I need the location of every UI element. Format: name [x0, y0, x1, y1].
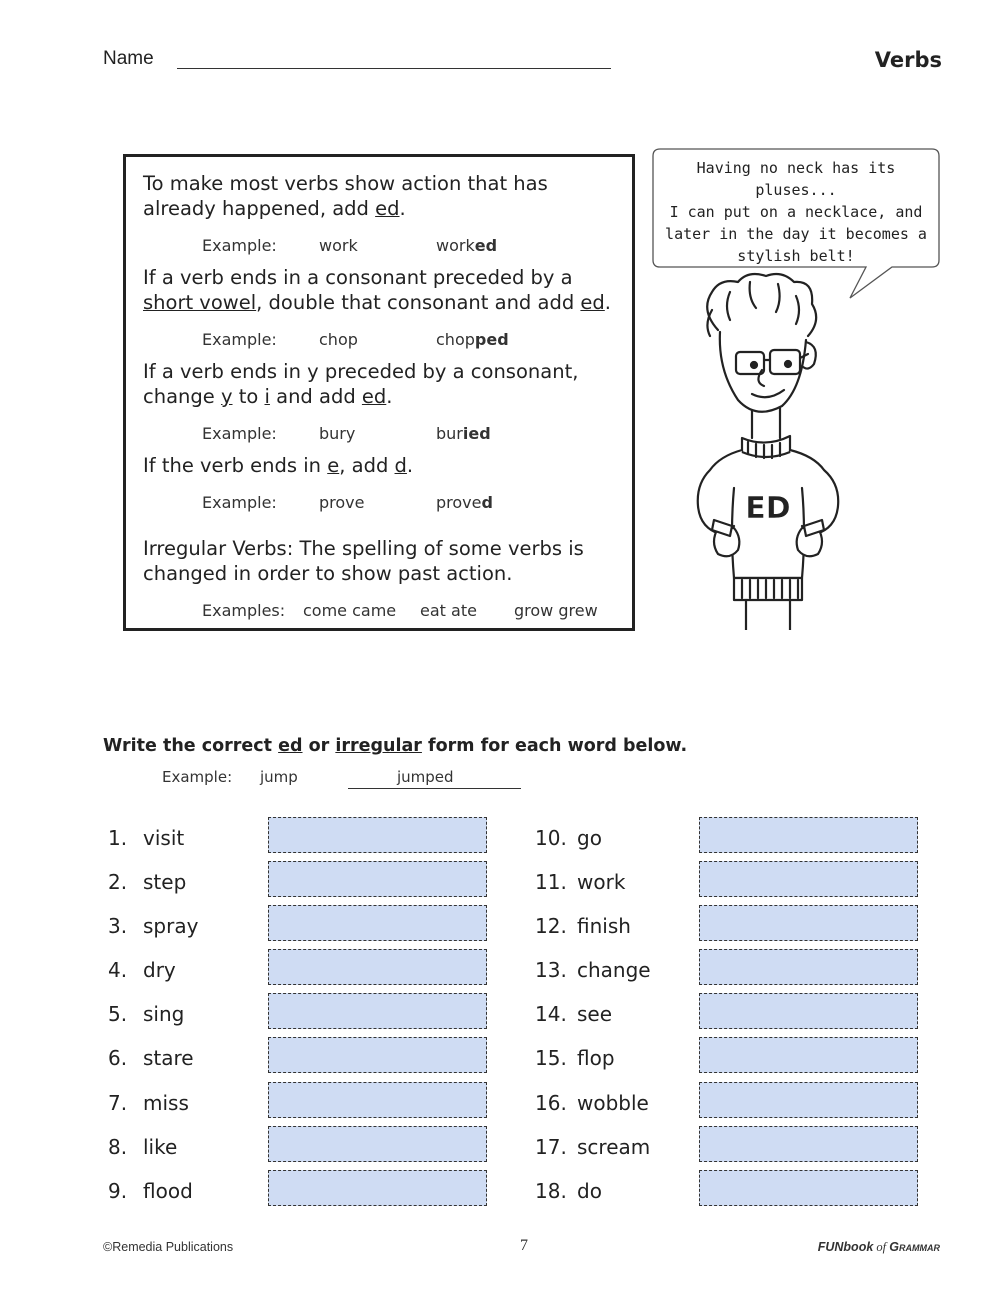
- rule-3: [143, 359, 578, 409]
- item-word: like: [143, 1135, 178, 1159]
- answer-field[interactable]: [699, 949, 918, 985]
- item-word: sing: [143, 1002, 185, 1026]
- rule-2-line-2: short vowel, double that consonant and add ed.: [143, 291, 611, 314]
- example-past: worked: [436, 236, 498, 255]
- rule-2-line-1: If a verb ends in a consonant preceded by a: [143, 266, 573, 289]
- shirt-logo-text: ED: [745, 491, 791, 526]
- rule-3-line-1: If a verb ends in y preceded by a consonant,: [143, 360, 579, 383]
- answer-field[interactable]: [268, 1126, 487, 1162]
- item-number: 9.: [108, 1179, 128, 1203]
- answer-field[interactable]: [268, 1037, 487, 1073]
- irregular-pair: come came: [303, 601, 397, 620]
- irregular-pair: eat ate: [420, 601, 477, 620]
- item-number: 11.: [535, 870, 567, 894]
- example-base: work: [319, 236, 358, 255]
- item-number: 8.: [108, 1135, 128, 1159]
- exercise-example-word: jump: [260, 768, 298, 786]
- answer-field[interactable]: [699, 993, 918, 1029]
- item-word: see: [577, 1002, 613, 1026]
- item-word: wobble: [577, 1091, 649, 1115]
- item-number: 4.: [108, 958, 128, 982]
- example-base: chop: [319, 330, 358, 349]
- answer-field[interactable]: [699, 1126, 918, 1162]
- answer-field[interactable]: [268, 817, 487, 853]
- item-word: change: [577, 958, 651, 982]
- item-word: dry: [143, 958, 176, 982]
- example-base: prove: [319, 493, 365, 512]
- answer-field[interactable]: [699, 861, 918, 897]
- rule-1-line-2: already happened, add ed.: [143, 197, 406, 220]
- answer-field[interactable]: [699, 905, 918, 941]
- item-word: spray: [143, 914, 199, 938]
- rule-5: [143, 536, 584, 586]
- example-label: Example:: [202, 493, 277, 512]
- example-label: Example:: [202, 424, 277, 443]
- item-word: miss: [143, 1091, 189, 1115]
- rule-2: [143, 265, 611, 315]
- item-word: flood: [143, 1179, 193, 1203]
- example-label: Example:: [202, 236, 277, 255]
- answer-field[interactable]: [699, 1037, 918, 1073]
- rules-box: [123, 154, 635, 631]
- example-label: Examples:: [202, 601, 286, 620]
- rule-4: If the verb ends in e, add d.: [143, 454, 414, 477]
- item-number: 3.: [108, 914, 128, 938]
- example-past: buried: [436, 424, 491, 443]
- item-number: 10.: [535, 826, 567, 850]
- item-word: finish: [577, 914, 631, 938]
- exercise-example-label: Example:: [162, 768, 233, 786]
- cartoon-character-illustration: [690, 270, 850, 630]
- answer-field[interactable]: [268, 861, 487, 897]
- item-word: go: [577, 826, 602, 850]
- page-title: Verbs: [874, 48, 942, 72]
- item-number: 1.: [108, 826, 128, 850]
- example-base: bury: [319, 424, 356, 443]
- irregular-pair: grow grew: [514, 601, 598, 620]
- item-number: 6.: [108, 1046, 128, 1070]
- item-word: do: [577, 1179, 602, 1203]
- rule-3-line-2: change y to i and add ed.: [143, 385, 393, 408]
- item-word: step: [143, 870, 187, 894]
- item-number: 2.: [108, 870, 128, 894]
- answer-field[interactable]: [268, 949, 487, 985]
- item-word: stare: [143, 1046, 194, 1070]
- copyright-text: ©Remedia Publications: [103, 1240, 234, 1254]
- exercise-instructions: Write the correct ed or irregular form for each word below.: [103, 736, 688, 756]
- rule-5-line-1: Irregular Verbs: The spelling of some verbs is: [143, 537, 584, 560]
- exercise-example-answer: jumped: [397, 768, 454, 786]
- answer-field[interactable]: [268, 1170, 487, 1206]
- item-number: 14.: [535, 1002, 567, 1026]
- item-number: 17.: [535, 1135, 567, 1159]
- answer-field[interactable]: [268, 905, 487, 941]
- item-number: 5.: [108, 1002, 128, 1026]
- item-word: visit: [143, 826, 185, 850]
- example-past: chopped: [436, 330, 509, 349]
- item-word: flop: [577, 1046, 615, 1070]
- name-label: Name: [103, 48, 154, 69]
- speech-bubble-text: Having no neck has its pluses... I can put on a necklace, and later in the day it becomes a stylish belt!: [665, 159, 927, 265]
- rule-1-line-1: To make most verbs show action that has: [143, 172, 548, 195]
- answer-field[interactable]: [699, 1082, 918, 1118]
- name-line[interactable]: [177, 68, 611, 69]
- item-number: 15.: [535, 1046, 567, 1070]
- page-number: 7: [520, 1237, 528, 1254]
- rule-5-line-2: changed in order to show past action.: [143, 562, 513, 585]
- exercise-example-line: [348, 788, 521, 789]
- book-title: FUNbook of Grammar: [817, 1240, 940, 1254]
- item-number: 18.: [535, 1179, 567, 1203]
- example-past: proved: [436, 493, 493, 512]
- item-word: scream: [577, 1135, 651, 1159]
- answer-field[interactable]: [699, 817, 918, 853]
- example-label: Example:: [202, 330, 277, 349]
- item-number: 16.: [535, 1091, 567, 1115]
- answer-field[interactable]: [699, 1170, 918, 1206]
- answer-field[interactable]: [268, 993, 487, 1029]
- item-number: 7.: [108, 1091, 128, 1115]
- speech-bubble: [652, 148, 940, 268]
- item-number: 12.: [535, 914, 567, 938]
- item-word: work: [577, 870, 626, 894]
- answer-field[interactable]: [268, 1082, 487, 1118]
- rule-1: [143, 171, 548, 221]
- item-number: 13.: [535, 958, 567, 982]
